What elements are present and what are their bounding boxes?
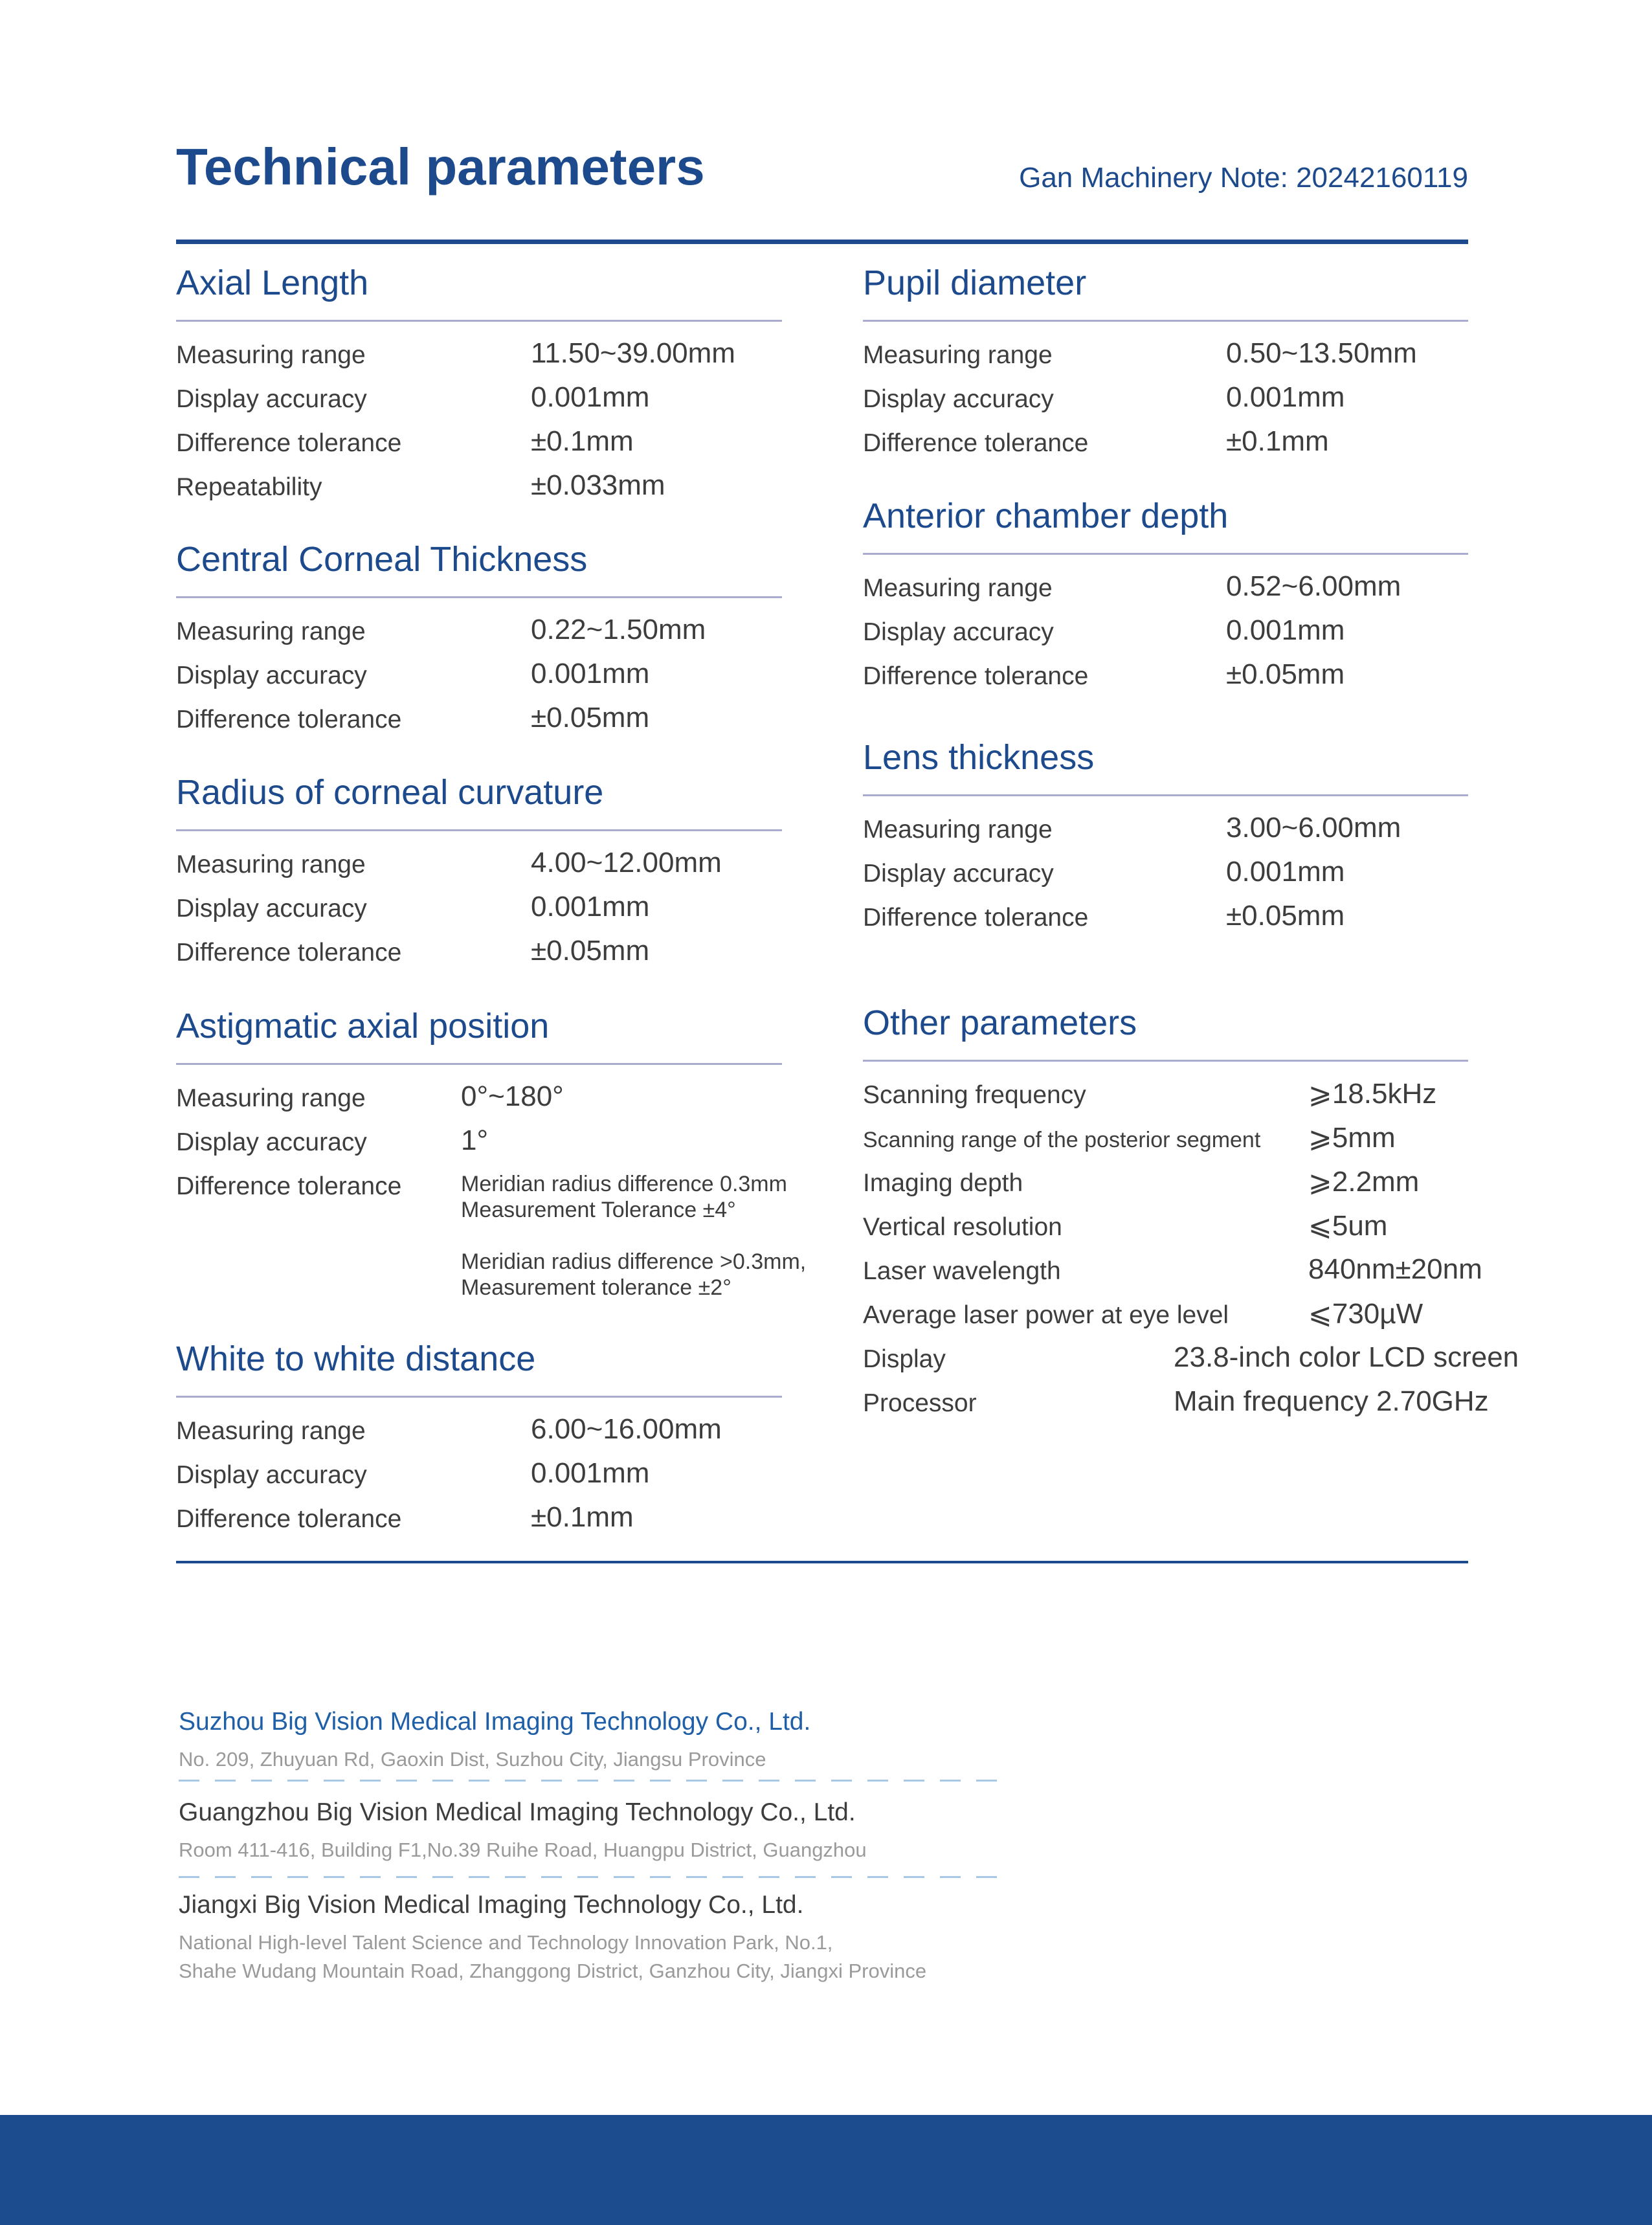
param-value: 0.001mm	[531, 381, 650, 413]
top-divider	[176, 240, 1468, 244]
param-value: 0.001mm	[1226, 856, 1345, 888]
param-row	[176, 884, 782, 928]
param-value: ⩾5mm	[1308, 1122, 1396, 1154]
param-row	[863, 1203, 1468, 1247]
section-divider	[863, 1060, 1468, 1062]
param-row	[176, 928, 782, 972]
section-title: Pupil diameter	[863, 263, 1087, 302]
section-other-parameters	[863, 1003, 1519, 1423]
param-value: 0.001mm	[531, 1457, 650, 1489]
address-line: Shahe Wudang Mountain Road, Zhanggong District, Ganzhou City, Jiangxi Province	[179, 1960, 927, 1982]
param-label: Repeatability	[176, 473, 322, 501]
param-value: 0.22~1.50mm	[531, 614, 706, 645]
param-value: ⩾18.5kHz	[1308, 1078, 1437, 1110]
param-row	[176, 419, 782, 463]
param-label: Difference tolerance	[863, 904, 1089, 932]
param-label: Measuring range	[176, 1084, 366, 1112]
section-axial-length	[176, 265, 782, 507]
param-row	[176, 1495, 782, 1539]
address-line: Room 411-416, Building F1,No.39 Ruihe Road, Huangpu District, Guangzhou	[179, 1839, 867, 1861]
address-line: National High-level Talent Science and Technology Innovation Park, No.1,	[179, 1931, 833, 1954]
param-label: Display accuracy	[863, 860, 1054, 888]
company-name: Suzhou Big Vision Medical Imaging Technology Co., Ltd.	[179, 1708, 811, 1736]
param-row	[863, 1379, 1489, 1423]
param-label: Difference tolerance	[863, 662, 1089, 690]
param-value: ⩽730µW	[1308, 1298, 1423, 1330]
param-row	[863, 1071, 1468, 1115]
param-row	[176, 651, 782, 695]
param-row	[863, 1159, 1468, 1203]
param-label: Imaging depth	[863, 1169, 1023, 1197]
section-title: Lens thickness	[863, 738, 1095, 777]
company-guangzhou	[179, 1798, 867, 1864]
param-row	[863, 1247, 1482, 1291]
param-value: ±0.05mm	[531, 935, 650, 967]
param-label: Measuring range	[176, 341, 366, 369]
param-label: Display accuracy	[176, 385, 367, 413]
section-title: Radius of corneal curvature	[176, 773, 604, 812]
bottom-divider	[176, 1561, 1468, 1563]
param-label: Display accuracy	[176, 662, 367, 689]
param-row	[863, 419, 1468, 463]
param-row	[863, 375, 1468, 419]
param-label: Display accuracy	[176, 1128, 367, 1156]
company-address	[179, 1929, 926, 1985]
param-label: Measuring range	[863, 341, 1053, 369]
param-value: 11.50~39.00mm	[531, 337, 735, 369]
param-value: 3.00~6.00mm	[1226, 812, 1401, 844]
company-suzhou	[179, 1708, 810, 1774]
value-line: Measurement tolerance ±2°	[461, 1275, 731, 1300]
param-row	[176, 1074, 782, 1118]
section-central-corneal-thickness	[176, 542, 782, 739]
param-value: 0.52~6.00mm	[1226, 570, 1401, 602]
param-label: Display accuracy	[863, 618, 1054, 646]
registration-note: Gan Machinery Note: 20242160119	[1019, 162, 1468, 194]
param-value: Main frequency 2.70GHz	[1174, 1385, 1489, 1417]
param-value: ±0.05mm	[1226, 658, 1345, 690]
param-row	[863, 893, 1468, 937]
section-divider	[176, 1396, 782, 1398]
param-row	[176, 607, 782, 651]
section-title: Axial Length	[176, 263, 369, 302]
param-label: Display accuracy	[176, 895, 367, 922]
section-divider	[863, 794, 1468, 796]
param-row	[176, 463, 782, 507]
param-value: ⩾2.2mm	[1308, 1166, 1420, 1198]
param-label: Measuring range	[176, 851, 366, 878]
param-value: 840nm±20nm	[1308, 1253, 1482, 1285]
value-line: Meridian radius difference >0.3mm,	[461, 1249, 807, 1274]
param-value: 0.001mm	[1226, 614, 1345, 646]
param-row	[863, 652, 1468, 696]
param-row	[863, 331, 1468, 375]
param-row	[863, 1291, 1468, 1335]
param-value: ±0.1mm	[1226, 425, 1329, 457]
section-divider	[176, 829, 782, 831]
param-label: Difference tolerance	[176, 706, 402, 733]
param-row	[176, 1451, 782, 1495]
param-row	[863, 564, 1468, 608]
param-value: ±0.05mm	[1226, 900, 1345, 932]
section-divider	[176, 596, 782, 598]
section-title: Other parameters	[863, 1003, 1137, 1042]
section-title: Anterior chamber depth	[863, 497, 1229, 535]
section-divider	[863, 320, 1468, 322]
param-label: Measuring range	[863, 816, 1053, 844]
param-value: ±0.033mm	[531, 469, 665, 501]
param-row	[176, 840, 782, 884]
section-astigmatic-axial-position	[176, 1007, 807, 1317]
param-label: Difference tolerance	[176, 1172, 402, 1200]
param-value: ⩽5um	[1308, 1210, 1388, 1242]
param-row	[863, 1115, 1468, 1159]
param-value: 0.001mm	[531, 658, 650, 689]
section-title: White to white distance	[176, 1339, 536, 1378]
param-label: Scanning range of the posterior segment	[863, 1128, 1261, 1152]
section-divider	[176, 320, 782, 322]
value-line: Measurement Tolerance ±4°	[461, 1198, 736, 1222]
company-address	[179, 1836, 867, 1864]
param-value: 6.00~16.00mm	[531, 1413, 722, 1445]
section-radius-corneal-curvature	[176, 775, 782, 972]
dashed-divider	[179, 1876, 1003, 1878]
footer-band	[0, 2115, 1652, 2225]
param-row	[176, 1162, 807, 1317]
param-label: Difference tolerance	[863, 429, 1089, 457]
param-row	[863, 849, 1468, 893]
param-value: ±0.1mm	[531, 1501, 634, 1533]
section-lens-thickness	[863, 740, 1468, 937]
section-anterior-chamber-depth	[863, 498, 1468, 696]
section-white-to-white	[176, 1341, 782, 1539]
param-label: Scanning frequency	[863, 1081, 1086, 1109]
section-title: Astigmatic axial position	[176, 1007, 550, 1045]
dashed-divider	[179, 1780, 1003, 1782]
param-label: Average laser power at eye level	[863, 1301, 1229, 1329]
param-value: 23.8-inch color LCD screen	[1174, 1341, 1519, 1373]
section-pupil-diameter	[863, 265, 1468, 463]
address-line: No. 209, Zhuyuan Rd, Gaoxin Dist, Suzhou City, Jiangsu Province	[179, 1748, 766, 1771]
page-title: Technical parameters	[176, 138, 705, 196]
param-label: Laser wavelength	[863, 1257, 1061, 1285]
section-divider	[863, 553, 1468, 555]
company-name: Jiangxi Big Vision Medical Imaging Technology Co., Ltd.	[179, 1891, 804, 1919]
param-value: 0.50~13.50mm	[1226, 337, 1417, 369]
param-value: 4.00~12.00mm	[531, 847, 722, 878]
param-row	[176, 375, 782, 419]
param-value: 1°	[461, 1124, 489, 1156]
param-row	[863, 1335, 1519, 1379]
param-value: ±0.05mm	[531, 702, 650, 733]
param-row	[176, 1118, 782, 1162]
param-label: Display	[863, 1345, 946, 1373]
section-divider	[176, 1063, 782, 1065]
param-value: 0.001mm	[1226, 381, 1345, 413]
company-jiangxi	[179, 1891, 926, 1985]
param-row	[176, 1407, 782, 1451]
param-label: Difference tolerance	[176, 429, 402, 457]
param-label: Display accuracy	[176, 1461, 367, 1489]
param-row	[863, 805, 1468, 849]
company-address	[179, 1745, 810, 1774]
param-row	[176, 331, 782, 375]
value-line: Meridian radius difference 0.3mm	[461, 1172, 787, 1196]
param-label: Vertical resolution	[863, 1213, 1062, 1241]
param-row	[863, 608, 1468, 652]
param-value-multiline	[461, 1171, 806, 1301]
section-title: Central Corneal Thickness	[176, 540, 588, 579]
param-label: Display accuracy	[863, 385, 1054, 413]
param-label: Difference tolerance	[176, 1505, 402, 1533]
param-value: 0.001mm	[531, 891, 650, 922]
param-label: Processor	[863, 1389, 977, 1417]
param-value: 0°~180°	[461, 1080, 564, 1112]
param-label: Difference tolerance	[176, 939, 402, 967]
param-row	[176, 695, 782, 739]
value-spacer	[461, 1223, 806, 1249]
param-label: Measuring range	[863, 574, 1053, 602]
param-value: ±0.1mm	[531, 425, 634, 457]
company-name: Guangzhou Big Vision Medical Imaging Technology Co., Ltd.	[179, 1798, 856, 1826]
param-label: Measuring range	[176, 1417, 366, 1445]
param-label: Measuring range	[176, 618, 366, 645]
